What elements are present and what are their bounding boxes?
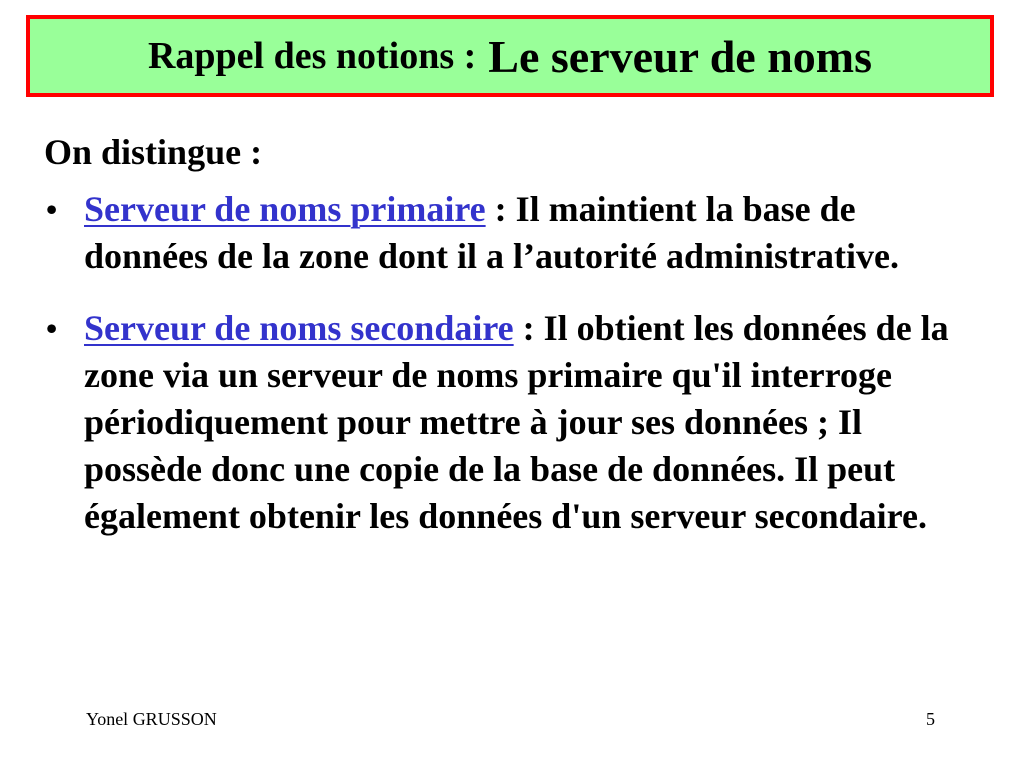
bullet-icon: • — [46, 191, 58, 227]
footer-author: Yonel GRUSSON — [86, 709, 217, 729]
bullet-list — [0, 186, 1024, 540]
bullet-icon: • — [46, 310, 58, 346]
list-item — [0, 305, 1024, 540]
slide-title: Le serveur de noms — [488, 30, 873, 82]
title-prefix: Rappel des notions : — [147, 35, 477, 77]
intro-text: On distingue : — [44, 132, 263, 172]
term-link-secondary[interactable]: Serveur de noms secondaire — [84, 308, 514, 348]
list-item — [0, 186, 1024, 280]
bullet-text: : Il obtient les données de la zone via un serveur de noms primaire qu'il interroge périodiquement pour mettre à jour ses données ; Il possède donc une copie de la base de données. Il peut également obtenir les données d'un serveur secondaire. — [84, 308, 949, 536]
title-banner — [26, 15, 994, 97]
bullet-text: : Il maintient la base de données de la zone dont il a l’autorité administrative. — [84, 189, 899, 276]
page-number: 5 — [926, 709, 935, 729]
term-link-primary[interactable]: Serveur de noms primaire — [84, 189, 486, 229]
